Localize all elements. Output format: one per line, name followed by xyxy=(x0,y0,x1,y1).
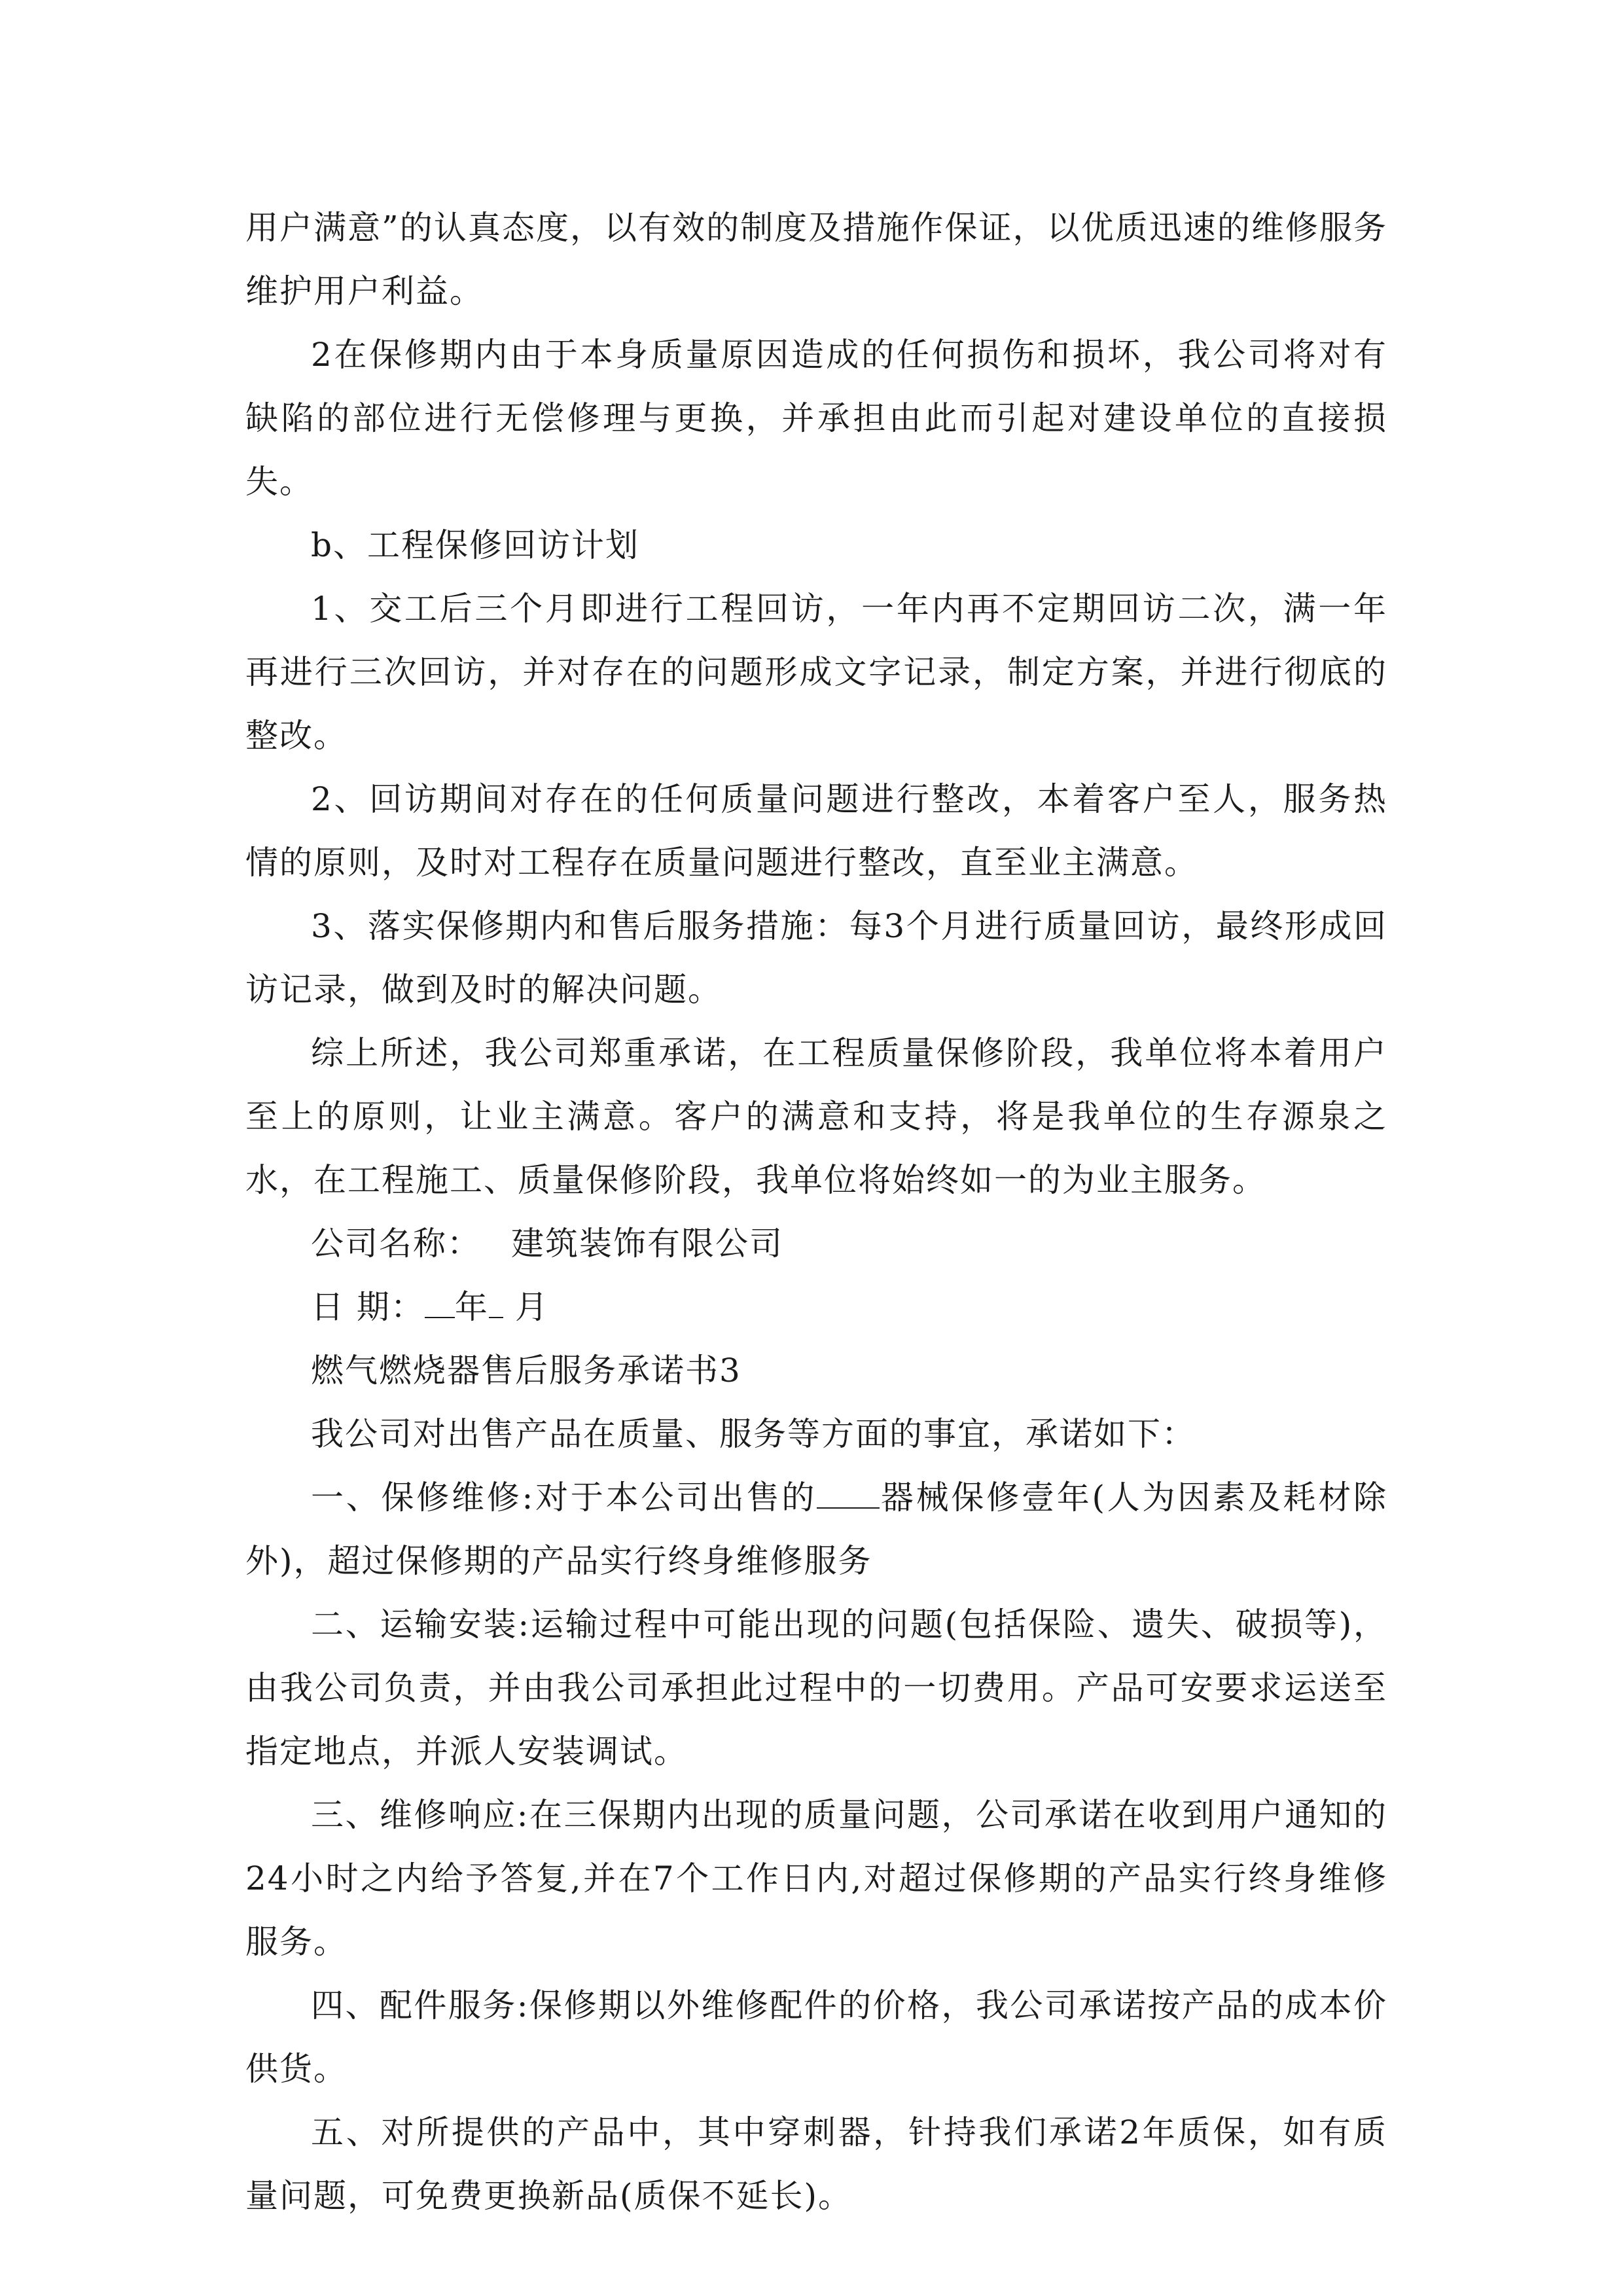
month-blank xyxy=(489,1284,503,1318)
commitment-item-transport: 二、运输安装:运输过程中可能出现的问题(包括保险、遗失、破损等)，由我公司负责，并由我公司承担此过程中的一切费用。产品可安要求运送至指定地点，并派人安装调试。 xyxy=(245,1605,1387,1770)
paragraph-revisit-item-3: 3、落实保修期内和售后服务措施：每3个月进行质量回访，最终形成回访记录，做到及时的解决问题。 xyxy=(245,907,1387,1009)
product-name-blank xyxy=(817,1475,880,1509)
paragraph-warranty-repair: 2在保修期内由于本身质量原因造成的任何损伤和损坏，我公司将对有缺陷的部位进行无偿修理与更换，并承担由此而引起对建设单位的直接损失。 xyxy=(245,336,1387,501)
company-name-value: 建筑装饰有限公司 xyxy=(511,1225,783,1263)
year-blank xyxy=(425,1284,455,1318)
paragraph-revisit-item-2: 2、回访期间对存在的任何质量问题进行整改，本着客户至人，服务热情的原则，及时对工程存在质量问题进行整改，直至业主满意。 xyxy=(245,780,1387,882)
commitment-intro: 我公司对出售产品在质量、服务等方面的事宜，承诺如下： xyxy=(311,1415,1196,1453)
section-heading: 燃气燃烧器售后服务承诺书3 xyxy=(311,1352,741,1390)
paragraph-summary: 综上所述，我公司郑重承诺，在工程质量保修阶段，我单位将本着用户至上的原则，让业主满意。客户的满意和支持，将是我单位的生存源泉之水，在工程施工、质量保修阶段，我单位将始终如一的为业主服务。 xyxy=(245,1034,1387,1199)
document-body xyxy=(245,196,1387,2228)
date-month-label: 月 xyxy=(514,1288,549,1326)
paragraph-user-satisfaction: 用户满意”的认真态度，以有效的制度及措施作保证，以优质迅速的维修服务维护用户利益。 xyxy=(245,209,1387,310)
commitment-item-parts: 四、配件服务:保修期以外维修配件的价格，我公司承诺按产品的成本价供货。 xyxy=(245,1986,1387,2088)
company-name-line xyxy=(245,1212,1387,1276)
item-1-prefix: 一、保修维修:对于本公司出售的 xyxy=(311,1479,817,1516)
date-year-label: 年 xyxy=(454,1288,489,1326)
commitment-item-warranty xyxy=(245,1466,1387,1593)
company-name-label: 公司名称： xyxy=(311,1225,481,1263)
paragraph-revisit-plan-heading: b、工程保修回访计划 xyxy=(311,526,640,564)
commitment-item-response: 三、维修响应:在三保期内出现的质量问题，公司承诺在收到用户通知的24小时之内给予答复,并在7个工作日内,对超过保修期的产品实行终身维修服务。 xyxy=(245,1796,1387,1961)
paragraph-revisit-item-1: 1、交工后三个月即进行工程回访，一年内再不定期回访二次，满一年再进行三次回访，并对存在的问题形成文字记录，制定方案，并进行彻底的整改。 xyxy=(245,590,1387,755)
date-label: 日 期： xyxy=(311,1288,425,1326)
commitment-item-quality: 五、对所提供的产品中，其中穿刺器，针持我们承诺2年质保，如有质量问题，可免费更换新品(质保不延长)。 xyxy=(245,2113,1387,2215)
date-line xyxy=(245,1276,1387,1339)
item-1-suffix: 器械保修壹年(人为因素及耗材除外)，超过保修期的产品实行终身维修服务 xyxy=(245,1479,1387,1580)
